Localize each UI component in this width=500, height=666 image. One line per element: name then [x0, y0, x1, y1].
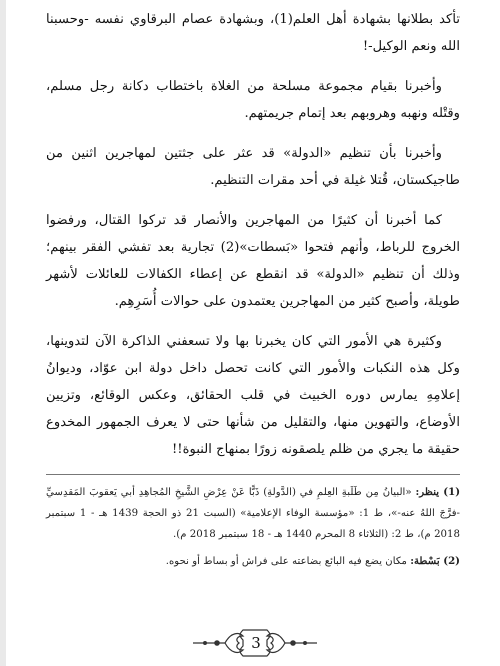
footnote-1-text: «البيانُ مِن طَلَبةِ العِلمِ في (الدَّولةِ) ذَبًّا عَنْ عِرْضِ الشَّيخِ المُجاهِدِ أبي يَعقوبَ المَقدِسيِّ -فرَّجَ اللهُ عنه-»، ط 1: «مؤسسة الوفاء الإعلامية» (السبت 21 ذو الحجة 1439 هـ - 1 سبتمبر 2018 م)، ط 2: (الثلاثاء 8 المحرم 1440 هـ - 18 سبتمبر 2018 م). [46, 487, 461, 540]
footnotes [46, 482, 460, 572]
paragraph-5: وكثيرة هي الأمور التي كان يخبرنا بها ولا تسعفني الذاكرة الآن لتدوينها، وكل هذه النكبات والأمور التي كانت تحصل داخل دولة ابن عوّاد، وديوانُ إعلامِهِ يمارس دوره الخبيث في قلب الحقائق، وعكس الوقائع، وتزيين الأوضاع، والتهوين منها، والتقليل من شأنها حتى لا يعرف الجمهور المخدوع حقيقة ما يجري من ظلم يلصقونه زورًا بمنهاج النبوة!! [46, 334, 460, 457]
paragraph-2: وأخبرنا بقيام مجموعة مسلحة من الغلاة باختطاب دكانة رجل مسلم، وقتْله ونهبه وهروبهم بعد إتمام جريمتهم. [46, 79, 460, 121]
footnote-2-text: مكان يضع فيه البائع بضاعته على فراش أو بساط أو نحوه. [165, 556, 407, 567]
main-text [46, 6, 460, 463]
paragraph-1: تأكد بطلانها بشهادة أهل العلم(1)، وبشهادة عصام البرقاوي نفسه -وحسبنا الله ونعم الوكيل-! [46, 12, 461, 54]
footnote-1 [46, 482, 460, 545]
footnote-2 [46, 551, 460, 572]
footnote-1-marker: (1) ينظر: [415, 486, 461, 498]
footnote-separator [46, 474, 460, 475]
page-number: 3 [251, 634, 261, 652]
paragraph-3: وأخبرنا بأن تنظيم «الدولة» قد عثر على جثتين لمهاجرين اثنين من طاجيكستان، قُتلا غيلة في أحد مقرات التنظيم. [46, 146, 460, 188]
footnote-2-marker: (2) بَسْطة: [410, 555, 460, 567]
paragraph-4: كما أخبرنا أن كثيرًا من المهاجرين والأنصار قد تركوا القتال، ورفضوا الخروج للرباط، وأنهم فتحوا «بَسطات»(2) تجارية بعد تفشي الفقر بينهم؛ وذلك أن تنظيم «الدولة» قد انقطع عن إعطاء الكفالات للعائلات لأشهر طويلة، وأصبح كثير من المهاجرين يعتمدون على حوالات أُسَرِهِم. [46, 213, 461, 309]
